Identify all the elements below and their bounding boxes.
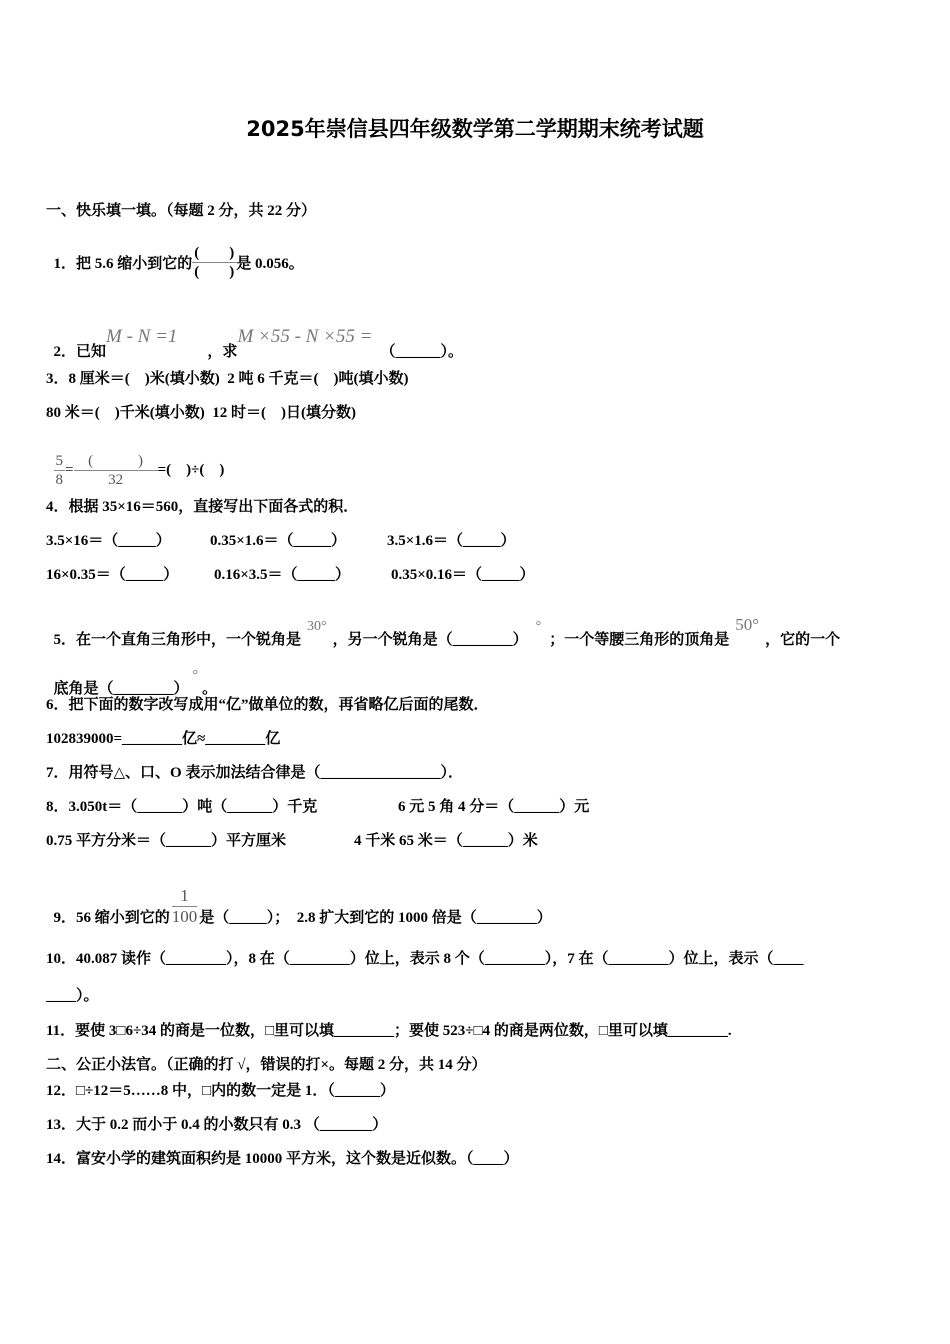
q3-frac-num: 5 (55, 453, 63, 469)
q4-item: 0.35×0.16＝（_____） (391, 567, 535, 583)
question-2 (46, 324, 463, 361)
q1-numerator: ( ) (194, 245, 235, 261)
question-4-intro: 4．根据 35×16＝560，直接写出下面各式的积． (46, 499, 359, 515)
q1-suffix: 是 0.056。 (236, 256, 304, 272)
q4-item: 3.5×1.6＝（_____） (387, 533, 516, 549)
q9-prefix: 9．56 缩小到它的 (53, 909, 170, 926)
section-2-heading: 二、公正小法官。（正确的打 √，错误的打×。每题 2 分，共 14 分） (46, 1057, 487, 1073)
q3-blank-den: 32 (108, 472, 124, 488)
q3-blank-fraction (74, 452, 158, 489)
q5-degree: ° (192, 668, 199, 683)
question-3-line1: 3．8 厘米＝( )米(填小数) 2 吨 6 千克＝( )吨(填小数) (46, 371, 409, 387)
q4-item: 16×0.35＝（_____） (46, 567, 179, 583)
q9-fraction (172, 886, 198, 927)
question-8-line2a: 0.75 平方分米＝（______）平方厘米 (46, 833, 287, 849)
q5-text: 5．在一个直角三角形中，一个锐角是 (53, 632, 302, 648)
section-1-heading: 一、快乐填一填。（每题 2 分，共 22 分） (46, 203, 317, 219)
question-11: 11．要使 3□6÷34 的商是一位数，□里可以填________；要使 523÷□4 的商是两位数，□里可以填________. (46, 1023, 732, 1039)
q4-item: 0.16×3.5＝（_____） (214, 567, 351, 583)
q2-expr2: M ×55 - N ×55 = (237, 326, 373, 347)
question-6-line2: 102839000=________亿≈________亿 (46, 731, 281, 747)
q3-frac-den: 8 (55, 472, 63, 488)
q5-angle-50: 50° (735, 615, 760, 634)
question-12: 12．□÷12＝5……8 中，□内的数一定是 1．（______） (46, 1083, 395, 1099)
question-3-line3 (46, 434, 224, 489)
q3-blank-num: ( ) (74, 452, 158, 471)
q5-text: ；一个等腰三角形的顶角是 (549, 632, 730, 648)
question-5-line2 (46, 662, 217, 699)
q2-expr1: M - N =1 (106, 326, 178, 347)
q5-degree: ° (535, 619, 542, 634)
q2-suffix: （______）。 (380, 344, 463, 360)
q5-text: ，另一个锐角是（________） (332, 632, 528, 648)
q3-fraction (54, 452, 66, 489)
question-10-line1: 10．40.087 读作（________），8 在（________）位上，表示 8 个（________），7 在（________）位上，表示（____ (46, 951, 804, 967)
q2-prefix: 2．已知 (53, 344, 107, 360)
question-3-line2: 80 米＝( )千米(填小数) 12 时＝( )日(填分数) (46, 405, 356, 421)
question-14: 14．富安小学的建筑面积约是 10000 平方米，这个数是近似数。（____） (46, 1151, 519, 1167)
q1-prefix: 1．把 5.6 缩小到它的 (53, 256, 193, 272)
question-13: 13．大于 0.2 而小于 0.4 的小数只有 0.3 （_______） (46, 1117, 388, 1133)
page-title: 2025年崇信县四年级数学第二学期期末统考试题 (246, 117, 704, 141)
question-9 (46, 866, 552, 927)
q4-item: 0.35×1.6＝（_____） (210, 533, 347, 549)
q1-fraction (192, 244, 236, 281)
question-7: 7．用符号△、口、O 表示加法结合律是（________________）． (46, 765, 463, 781)
q1-denominator: ( ) (194, 264, 235, 280)
q4-item: 3.5×16＝（_____） (46, 533, 171, 549)
q2-mid: ，求 (207, 344, 238, 360)
question-1 (46, 226, 304, 281)
question-8-line1b: 6 元 5 角 4 分＝（______）元 (398, 799, 590, 815)
question-6-line1: 6．把下面的数字改写成用“亿”做单位的数，再省略亿后面的尾数． (46, 697, 489, 713)
q3-suffix: =( )÷( ) (157, 461, 225, 478)
q9-num: 1 (172, 886, 198, 907)
q5-text: ，它的一个 (765, 632, 841, 648)
question-8-line2b: 4 千米 65 米＝（______）米 (354, 833, 538, 849)
q9-suffix: 是（_____）； 2.8 扩大到它的 1000 倍是（________） (199, 909, 552, 926)
question-5-line1 (46, 612, 840, 650)
question-10-line2: ____）。 (46, 988, 99, 1004)
q5-text: 。 (202, 681, 218, 697)
q5-angle-30: 30° (307, 619, 327, 634)
q3-eq: = (65, 461, 74, 478)
question-8-line1a: 8．3.050t＝（______）吨（______）千克 (46, 799, 318, 815)
q5-text: 底角是（________） (53, 681, 189, 697)
q9-den: 100 (171, 907, 198, 926)
